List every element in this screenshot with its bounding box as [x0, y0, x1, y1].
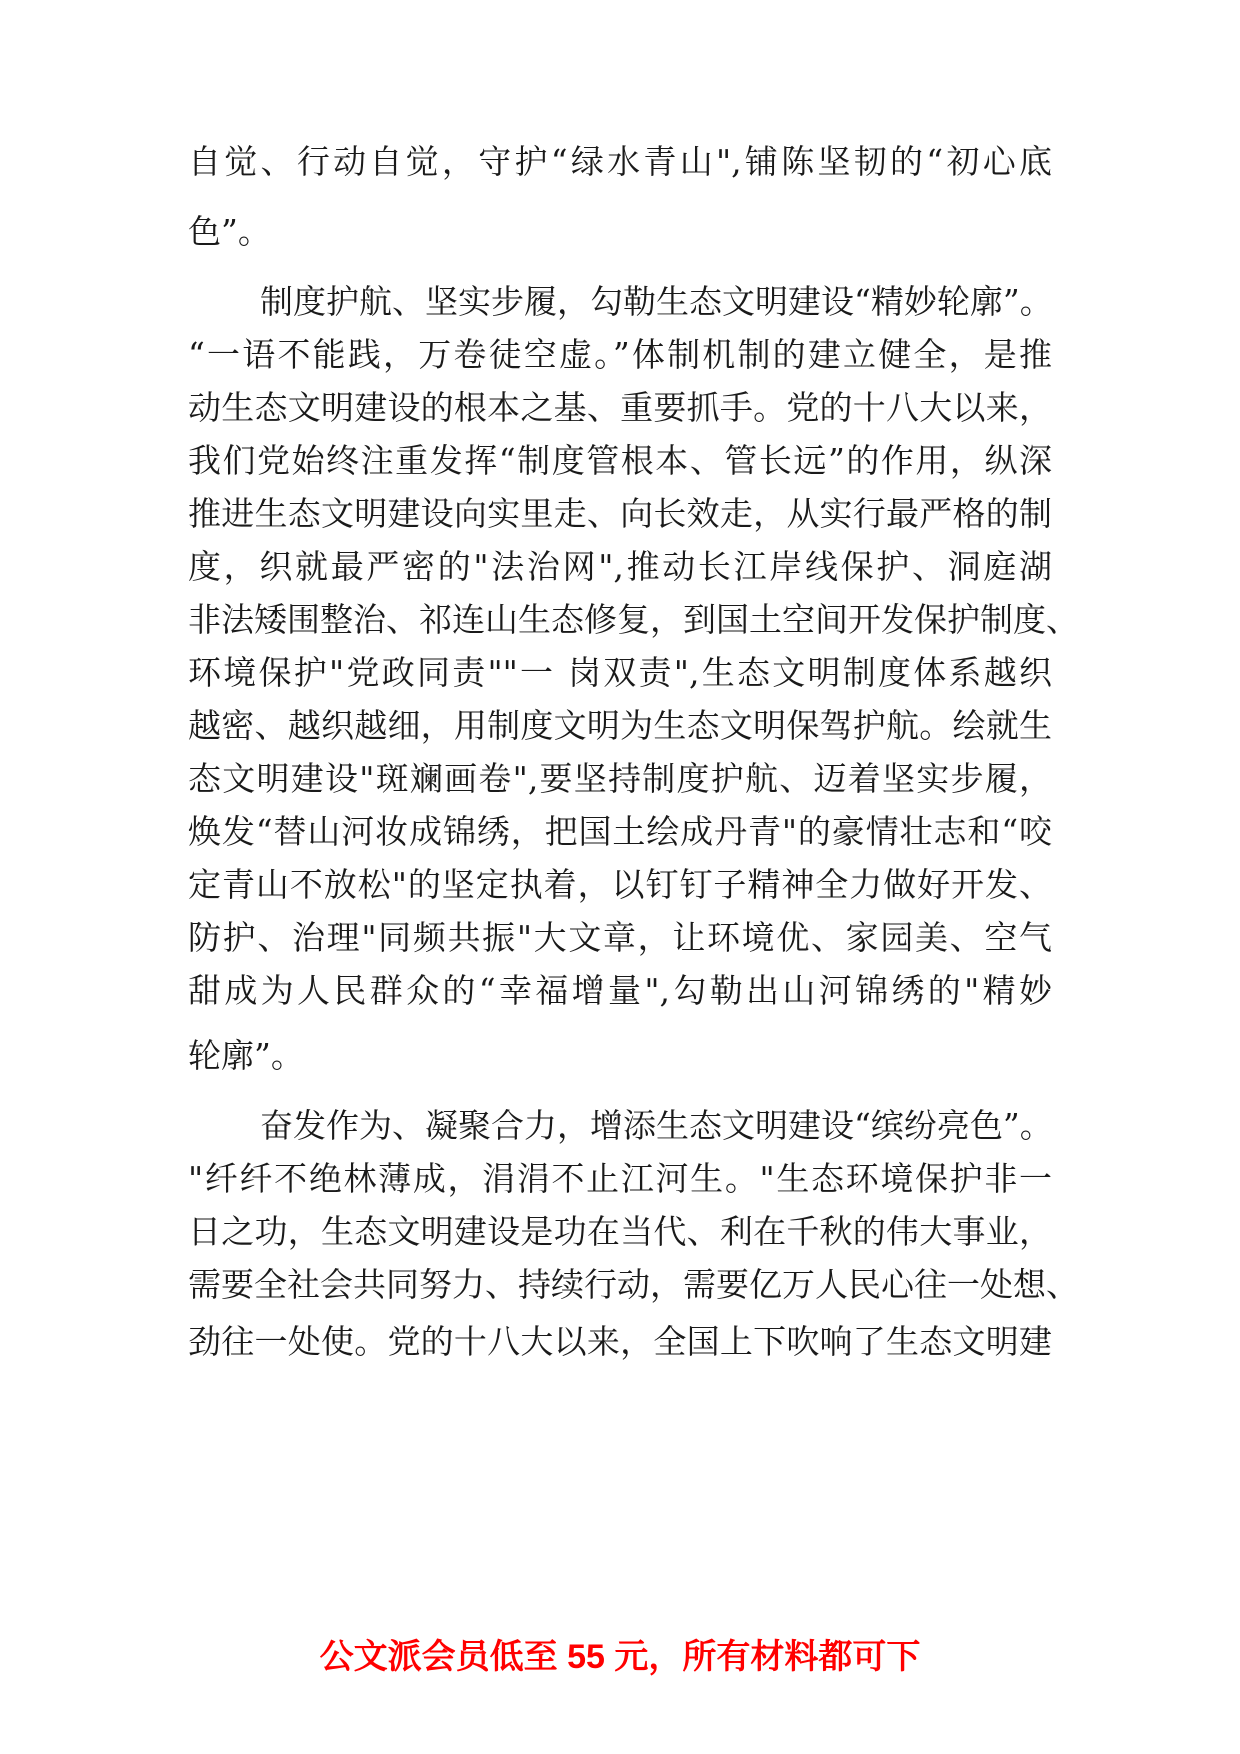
text-line: 越密、越织越细，用制度文明为生态文明保驾护航。绘就生 [188, 706, 1052, 745]
paragraph-heading: 制度护航、坚实步履，勾勒生态文明建设“精妙轮廓”。 [260, 282, 1053, 321]
text-line: 推进生态文明建设向实里走、向长效走，从实行最严格的制 [188, 494, 1052, 533]
text-line: 日之功，生态文明建设是功在当代、利在千秋的伟大事业， [188, 1212, 1052, 1251]
text-line: 动生态文明建设的根本之基、重要抓手。党的十八大以来， [188, 388, 1052, 427]
text-line: 色”。 [188, 212, 271, 251]
text-line: “一语不能践，万卷徒空虚。”体制机制的建立健全，是推 [188, 335, 1052, 374]
paragraph-heading: 奋发作为、凝聚合力，增添生态文明建设“缤纷亮色”。 [260, 1106, 1053, 1145]
text-line: 防护、治理"同频共振"大文章，让环境优、家园美、空气 [188, 918, 1052, 957]
text-line: 环境保护"党政同责""一 岗双责",生态文明制度体系越织 [188, 653, 1052, 692]
text-line: 轮廓”。 [188, 1036, 304, 1075]
text-line: 态文明建设"斑斓画卷",要坚持制度护航、迈着坚实步履， [188, 759, 1052, 798]
text-line: 我们党始终注重发挥“制度管根本、管长远”的作用，纵深 [188, 441, 1052, 480]
text-line: 自觉、行动自觉，守护“绿水青山",铺陈坚韧的“初心底 [188, 142, 1052, 181]
text-line: 焕发“替山河妆成锦绣，把国土绘成丹青"的豪情壮志和“咬 [188, 812, 1052, 851]
text-line: 劲往一处使。党的十八大以来，全国上下吹响了生态文明建 [188, 1322, 1052, 1361]
text-line: 非法矮围整治、祁连山生态修复，到国土空间开发保护制度、 [188, 600, 1079, 639]
text-line: 需要全社会共同努力、持续行动，需要亿万人民心往一处想、 [188, 1265, 1079, 1304]
text-line: 甜成为人民群众的“幸福增量",勾勒出山河锦绣的"精妙 [188, 971, 1052, 1010]
text-line: 度，织就最严密的"法治网",推动长江岸线保护、洞庭湖 [188, 547, 1052, 586]
text-line: 定青山不放松"的坚定执着，以钉钉子精神全力做好开发、 [188, 865, 1052, 904]
promo-footer: 公文派会员低至 55 元，所有材料都可下 [319, 1638, 921, 1676]
text-line: "纤纤不绝林薄成，涓涓不止江河生。"生态环境保护非一 [188, 1159, 1052, 1198]
